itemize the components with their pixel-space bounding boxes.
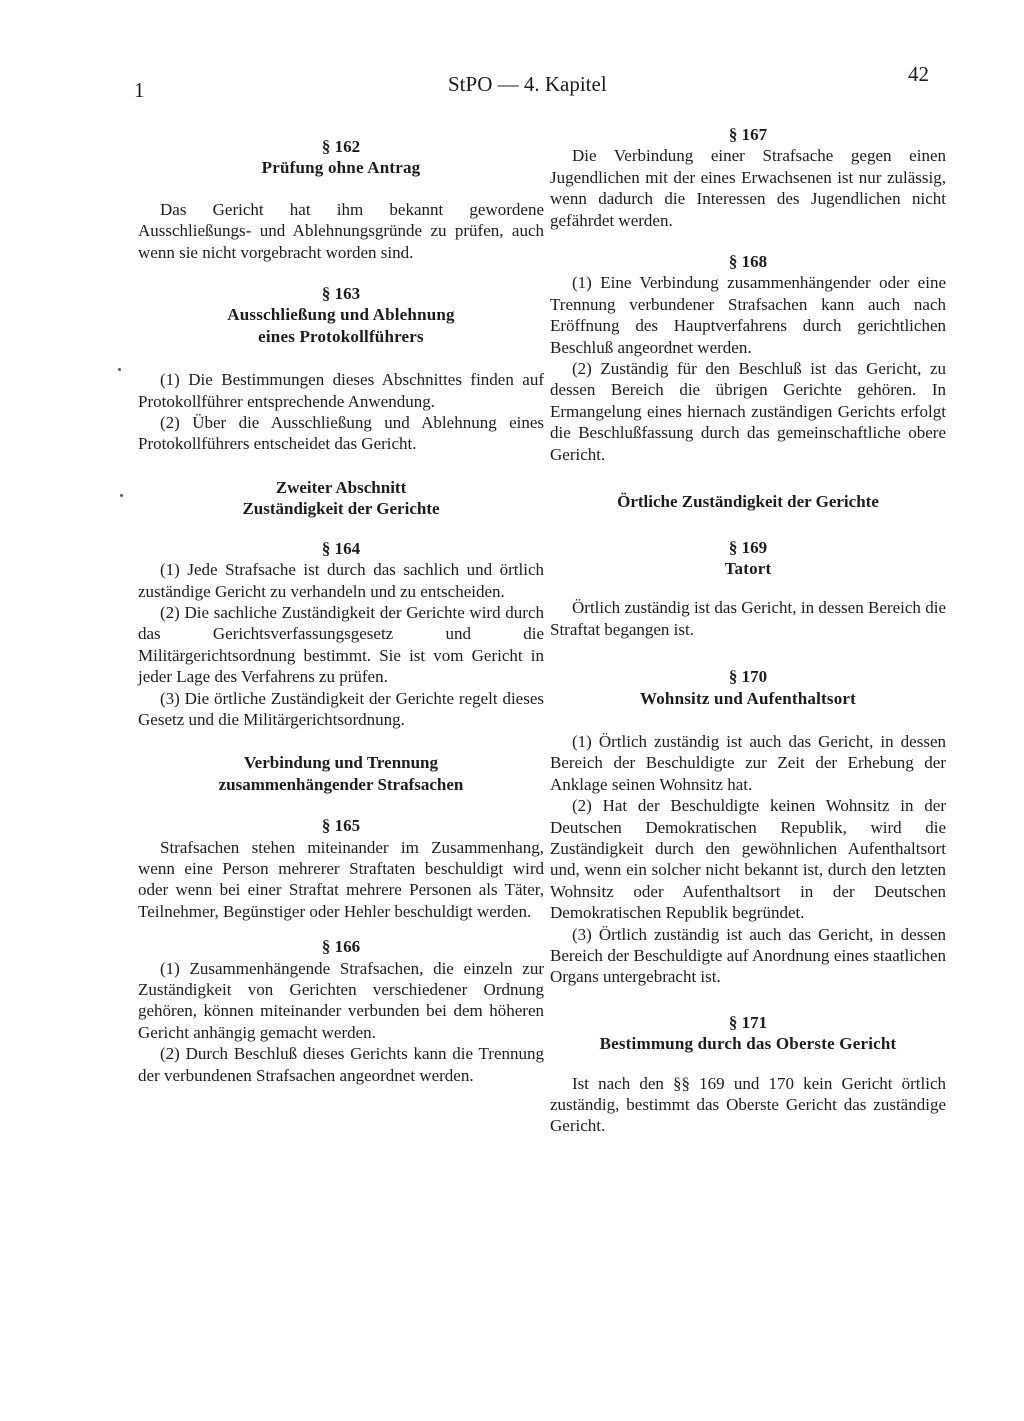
section-title: Bestimmung durch das Oberste Gericht [599, 1034, 897, 1054]
paragraph: Örtlich zuständig ist das Gericht, in dessen Bereich die Straftat begangen ist. [550, 598, 946, 639]
section-number: § 169 [728, 537, 768, 557]
heading-line: zusammenhängender Strafsachen [218, 774, 464, 794]
paragraph: (1) Zusammenhängende Strafsachen, die einzeln zur Zuständigkeit von Gerichten verschiedener Ordnung gehören, können miteinander verbunden bei dem höheren Gericht anhängig gemacht werden. [138, 958, 544, 1042]
section-number: § 162 [321, 137, 361, 156]
section-number: § 168 [728, 252, 768, 272]
section-title-line2: eines Protokollführers [258, 326, 424, 346]
paragraph: (2) Über die Ausschließung und Ablehnung eines Protokollführers entscheidet das Gericht. [138, 413, 544, 454]
chapter-section-heading [138, 477, 544, 520]
paragraph: (2) Zuständig für den Beschluß ist das Gericht, zu dessen Bereich die übrigen Gerichte gehören. In Ermangelung eines hiernach zuständigen Gerichts erfolgt die Beschlußfassung durch das gemeinschaftliche obere Gericht. [550, 359, 946, 464]
paragraph: (2) Hat der Beschuldigte keinen Wohnsitz in der Deutschen Demokratischen Republik, wird die Zuständigkeit durch den gewöhnlichen Aufenthaltsort und, wenn ein solcher nicht bekannt ist, durch den letzten Wohnsitz oder Aufenthaltsort in der Deutschen Demokratischen Republik begründet. [550, 796, 946, 923]
section-165 [138, 815, 544, 922]
section-number: § 165 [321, 816, 361, 836]
paragraph: Strafsachen stehen miteinander im Zusammenhang, wenn eine Person mehrerer Straftaten beschuldigt wird oder wenn bei einer Straftat mehrere Personen als Täter, Teilnehmer, Begünstiger oder Hehler beschuldigt werden. [138, 837, 544, 921]
paragraph: Die Verbindung einer Strafsache gegen einen Jugendlichen mit der eines Erwachsenen ist nur zulässig, wenn dadurch die Interessen des Jugendlichen nicht gefährdet werden. [550, 146, 946, 230]
section-163 [138, 283, 544, 455]
left-column [138, 122, 544, 1086]
section-title: Tatort [724, 558, 772, 578]
section-168 [550, 251, 946, 465]
section-number: § 170 [728, 667, 768, 687]
paragraph: Das Gericht hat ihm bekannt gewordene Ausschließungs- und Ablehnungsgründe zu prüfen, auch wenn sie nicht vorgebracht worden sind. [138, 199, 544, 262]
section-169 [550, 537, 946, 641]
right-column [550, 122, 946, 1137]
section-number: § 166 [321, 937, 361, 957]
section-170 [550, 666, 946, 988]
section-title: Wohnsitz und Aufenthaltsort [639, 688, 857, 708]
section-167 [550, 124, 946, 231]
section-number: § 163 [321, 284, 361, 304]
section-number: § 167 [728, 125, 768, 144]
heading-line: Zweiter Abschnitt [275, 477, 407, 497]
scan-speck [120, 494, 123, 497]
paragraph: (1) Örtlich zuständig ist auch das Gericht, in dessen Bereich der Beschuldigte zur Zeit der Erhebung der Anklage seinen Wohnsitz hat. [550, 731, 946, 794]
heading-line: Verbindung und Trennung [243, 753, 439, 773]
section-166 [138, 936, 544, 1086]
heading-line: Zuständigkeit der Gerichte [242, 499, 440, 519]
section-title: Ausschließung und Ablehnung [227, 305, 455, 325]
subheading-verbindung [138, 752, 544, 795]
scan-speck [118, 368, 121, 371]
header-running-title: StPO — 4. Kapitel [448, 72, 607, 96]
paragraph: (1) Eine Verbindung zusammenhängender oder eine Trennung verbundener Strafsachen kann auch nach Eröffnung des Hauptverfahrens durch gerichtlichen Beschluß angeordnet werden. [550, 273, 946, 357]
paragraph: (3) Örtlich zuständig ist auch das Gericht, in dessen Bereich der Beschuldigte auf Anordnung eines staatlichen Organs untergebracht ist. [550, 924, 946, 987]
paragraph: (2) Die sachliche Zuständigkeit der Gerichte wird durch das Gerichtsverfassungsgesetz und die Militärgerichtsordnung bestimmt. Sie ist vom Gericht in jeder Lage des Verfahrens zu prüfen. [138, 602, 544, 687]
paragraph: (1) Die Bestimmungen dieses Abschnittes finden auf Protokollführer entsprechende Anwendung. [138, 370, 544, 411]
paragraph: (3) Die örtliche Zuständigkeit der Gerichte regelt dieses Gesetz und die Militärgerichtsordnung. [138, 688, 544, 729]
paragraph: (2) Durch Beschluß dieses Gerichts kann die Trennung der verbundenen Strafsachen angeordnet werden. [138, 1044, 544, 1085]
paragraph: (1) Jede Strafsache ist durch das sachlich und örtlich zuständige Gericht zu verhandeln und zu entscheiden. [138, 560, 544, 601]
section-number: § 164 [321, 538, 361, 558]
paragraph: Ist nach den §§ 169 und 170 kein Gericht örtlich zuständig, bestimmt das Oberste Gericht das zuständige Gericht. [550, 1073, 946, 1136]
section-title: Prüfung ohne Antrag [261, 158, 421, 178]
subheading-oertliche: Örtliche Zuständigkeit der Gerichte [617, 492, 879, 512]
section-162 [138, 136, 544, 263]
section-number: § 171 [728, 1012, 768, 1032]
section-164 [138, 538, 544, 731]
section-171 [550, 1012, 946, 1137]
page-number: 42 [908, 62, 929, 86]
header-chapter-number: 1 [134, 78, 145, 102]
